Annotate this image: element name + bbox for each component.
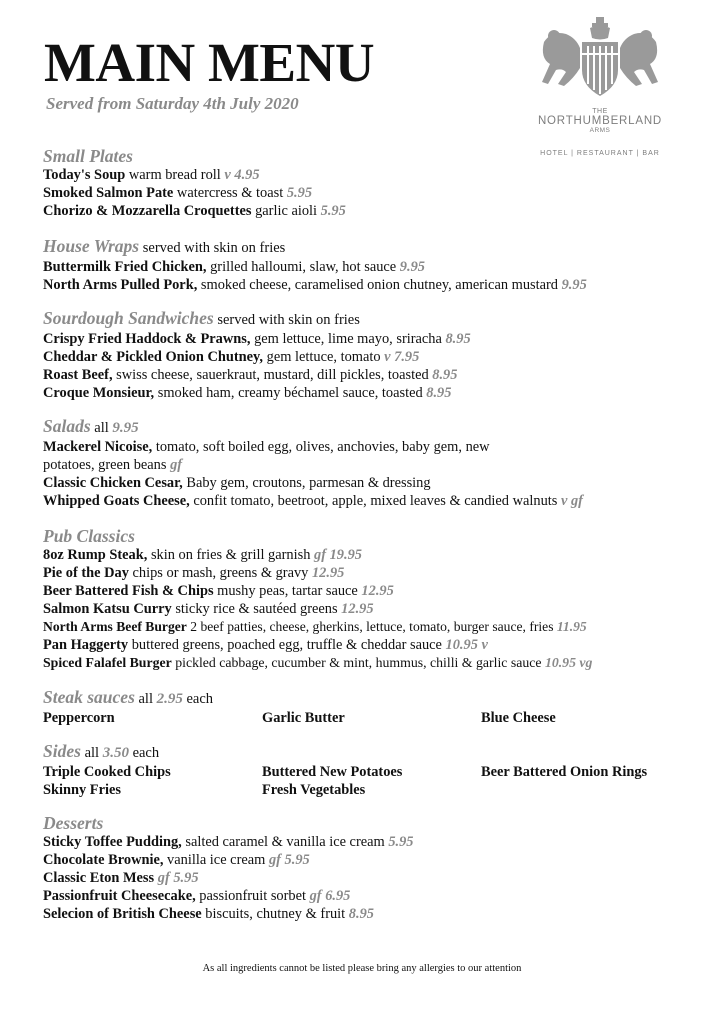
item-desc: pickled cabbage, cucumber & mint, hummus, chilli & garlic sauce — [171, 655, 545, 670]
item-price: gf 5.95 — [157, 870, 199, 886]
item-name: North Arms Pulled Pork, — [43, 277, 198, 293]
side-item: Skinny Fries — [43, 782, 121, 798]
menu-item — [43, 546, 703, 564]
item-name: Roast Beef, — [43, 367, 113, 383]
item-price: 11.95 — [556, 619, 587, 634]
side-item: Triple Cooked Chips — [43, 764, 171, 780]
menu-item — [43, 618, 703, 636]
menu-item — [43, 654, 703, 672]
item-name: Sticky Toffee Pudding, — [43, 834, 182, 850]
side-item: Buttered New Potatoes — [262, 764, 403, 780]
section-title: Sides — [43, 741, 81, 761]
item-name: Crispy Fried Haddock & Prawns, — [43, 331, 251, 347]
page-title: MAIN MENU — [44, 32, 375, 93]
menu-item — [43, 492, 703, 510]
item-name: Today's Soup — [43, 167, 126, 183]
section-house-wraps — [43, 236, 703, 294]
item-name: Whipped Goats Cheese, — [43, 493, 190, 509]
item-price: 10.95 vg — [544, 655, 593, 670]
item-price: v 4.95 — [224, 167, 260, 183]
item-price: 9.95 — [561, 277, 587, 293]
item-name: Pie of the Day — [43, 565, 129, 581]
item-price: 9.95 — [399, 259, 425, 275]
item-name: Spiced Falafel Burger — [43, 655, 172, 670]
menu-item — [43, 474, 703, 492]
section-title: House Wraps — [43, 236, 140, 256]
sides-row — [43, 781, 703, 799]
logo-name: NORTHUMBERLAND — [537, 115, 663, 127]
sauce-item: Blue Cheese — [481, 710, 556, 726]
item-desc: chips or mash, greens & gravy — [128, 565, 312, 581]
item-name: Croque Monsieur, — [43, 385, 155, 401]
allergy-notice: As all ingredients cannot be listed please bring any allergies to our attention — [202, 963, 522, 974]
menu-item — [43, 582, 703, 600]
item-desc: watercress & toast — [173, 185, 287, 201]
item-desc: buttered greens, poached egg, truffle & cheddar sauce — [128, 637, 446, 653]
section-desserts — [43, 813, 703, 923]
served-date: Served from Saturday 4th July 2020 — [46, 94, 299, 113]
heraldic-crest-icon — [530, 14, 670, 106]
item-price: 8.95 — [432, 367, 458, 383]
item-desc: passionfruit sorbet — [195, 888, 310, 904]
section-price: 9.95 — [112, 420, 139, 436]
item-name: Mackerel Nicoise, — [43, 439, 153, 455]
item-price: gf 6.95 — [309, 888, 351, 904]
menu-item — [43, 869, 703, 887]
section-note: each — [128, 745, 160, 761]
item-price: gf 5.95 — [268, 852, 310, 868]
section-note: each — [182, 691, 214, 707]
item-name: Chorizo & Mozzarella Croquettes — [43, 203, 252, 219]
menu-item — [43, 905, 703, 923]
section-note: all — [134, 691, 157, 707]
menu-item — [43, 348, 703, 366]
item-price: gf — [170, 457, 183, 473]
item-desc: salted caramel & vanilla ice cream — [181, 834, 389, 850]
item-desc: mushy peas, tartar sauce — [213, 583, 362, 599]
item-desc: smoked ham, creamy béchamel sauce, toasted — [154, 385, 427, 401]
item-price: 5.95 — [320, 203, 346, 219]
section-price: 2.95 — [156, 691, 183, 707]
item-desc: confit tomato, beetroot, apple, mixed leaves & candied walnuts — [189, 493, 561, 509]
section-salads — [43, 416, 703, 510]
item-price: 8.95 — [426, 385, 452, 401]
logo-arms: ARMS — [589, 127, 611, 134]
sides-row — [43, 763, 703, 781]
item-desc: garlic aioli — [251, 203, 321, 219]
section-title: Salads — [43, 416, 91, 436]
item-desc: sticky rice & sautéed greens — [171, 601, 342, 617]
menu-item — [43, 887, 703, 905]
section-title: Pub Classics — [43, 526, 135, 546]
menu-item — [43, 330, 703, 348]
item-price: 12.95 — [311, 565, 345, 581]
item-name: Selecion of British Cheese — [43, 906, 202, 922]
item-price: v gf — [560, 493, 583, 509]
section-note: served with skin on fries — [213, 312, 360, 328]
item-name: Classic Eton Mess — [43, 870, 155, 886]
item-price: 5.95 — [388, 834, 414, 850]
side-item: Beer Battered Onion Rings — [481, 764, 648, 780]
item-desc: gem lettuce, tomato — [263, 349, 385, 365]
sauce-item: Peppercorn — [43, 710, 115, 726]
item-desc: biscuits, chutney & fruit — [201, 906, 349, 922]
menu-item — [43, 564, 703, 582]
menu-item — [43, 258, 703, 276]
section-price: 3.50 — [102, 745, 129, 761]
item-name: Pan Haggerty — [43, 637, 129, 653]
menu-item — [43, 636, 703, 654]
section-sides — [43, 741, 703, 799]
menu-item — [43, 384, 703, 402]
item-price: 5.95 — [286, 185, 313, 201]
item-desc: tomato, soft boiled egg, olives, anchovies, baby gem, new potatoes, green beans — [43, 439, 490, 473]
item-price: 12.95 — [361, 583, 394, 599]
section-note: served with skin on fries — [139, 240, 286, 256]
item-desc: 2 beef patties, cheese, gherkins, lettuce, tomato, burger sauce, fries — [186, 619, 557, 634]
item-name: Cheddar & Pickled Onion Chutney, — [43, 349, 264, 365]
item-desc: warm bread roll — [125, 167, 225, 183]
menu-item — [43, 202, 703, 220]
item-desc: Baby gem, croutons, parmesan & dressing — [182, 475, 431, 491]
section-note: all — [90, 420, 113, 436]
menu-item — [43, 851, 703, 869]
item-desc: skin on fries & grill garnish — [147, 547, 315, 563]
item-desc: vanilla ice cream — [163, 852, 269, 868]
item-name: North Arms Beef Burger — [43, 619, 187, 634]
menu-item — [43, 166, 703, 184]
item-price: gf 19.95 — [314, 547, 362, 563]
item-price: 8.95 — [445, 331, 471, 347]
menu-item — [43, 276, 703, 294]
menu-item — [43, 833, 703, 851]
item-desc: gem lettuce, lime mayo, sriracha — [250, 331, 446, 347]
sauce-item: Garlic Butter — [262, 710, 345, 726]
section-title: Small Plates — [43, 146, 133, 166]
logo-the: THE — [592, 108, 608, 115]
sauce-row — [43, 709, 703, 727]
item-name: Beer Battered Fish & Chips — [43, 583, 214, 599]
item-name: Classic Chicken Cesar, — [43, 475, 183, 491]
section-sourdough-sandwiches — [43, 308, 703, 402]
menu-item — [43, 438, 513, 474]
section-pub-classics — [43, 526, 703, 672]
section-small-plates — [43, 146, 703, 220]
item-name: Salmon Katsu Curry — [43, 601, 172, 617]
northumberland-arms-logo — [520, 14, 680, 157]
section-title: Sourdough Sandwiches — [43, 308, 214, 328]
section-steak-sauces — [43, 687, 703, 727]
item-name: 8oz Rump Steak, — [43, 547, 148, 563]
menu-item — [43, 184, 703, 202]
item-price: 8.95 — [348, 906, 374, 922]
item-desc: smoked cheese, caramelised onion chutney, american mustard — [197, 277, 562, 293]
item-price: 10.95 v — [445, 637, 488, 653]
logo-strapline: HOTEL | RESTAURANT | BAR — [540, 150, 660, 157]
menu-item — [43, 600, 703, 618]
side-item: Fresh Vegetables — [262, 782, 366, 798]
section-note: all — [80, 745, 103, 761]
item-name: Chocolate Brownie, — [43, 852, 164, 868]
item-price: 12.95 — [341, 601, 374, 617]
section-title: Desserts — [43, 813, 104, 833]
item-name: Buttermilk Fried Chicken, — [43, 259, 207, 275]
item-desc: grilled halloumi, slaw, hot sauce — [206, 259, 400, 275]
item-name: Smoked Salmon Pate — [43, 185, 174, 201]
item-desc: swiss cheese, sauerkraut, mustard, dill pickles, toasted — [112, 367, 433, 383]
item-price: v 7.95 — [384, 349, 420, 365]
menu-item — [43, 366, 703, 384]
section-title: Steak sauces — [43, 687, 135, 707]
item-name: Passionfruit Cheesecake, — [43, 888, 196, 904]
